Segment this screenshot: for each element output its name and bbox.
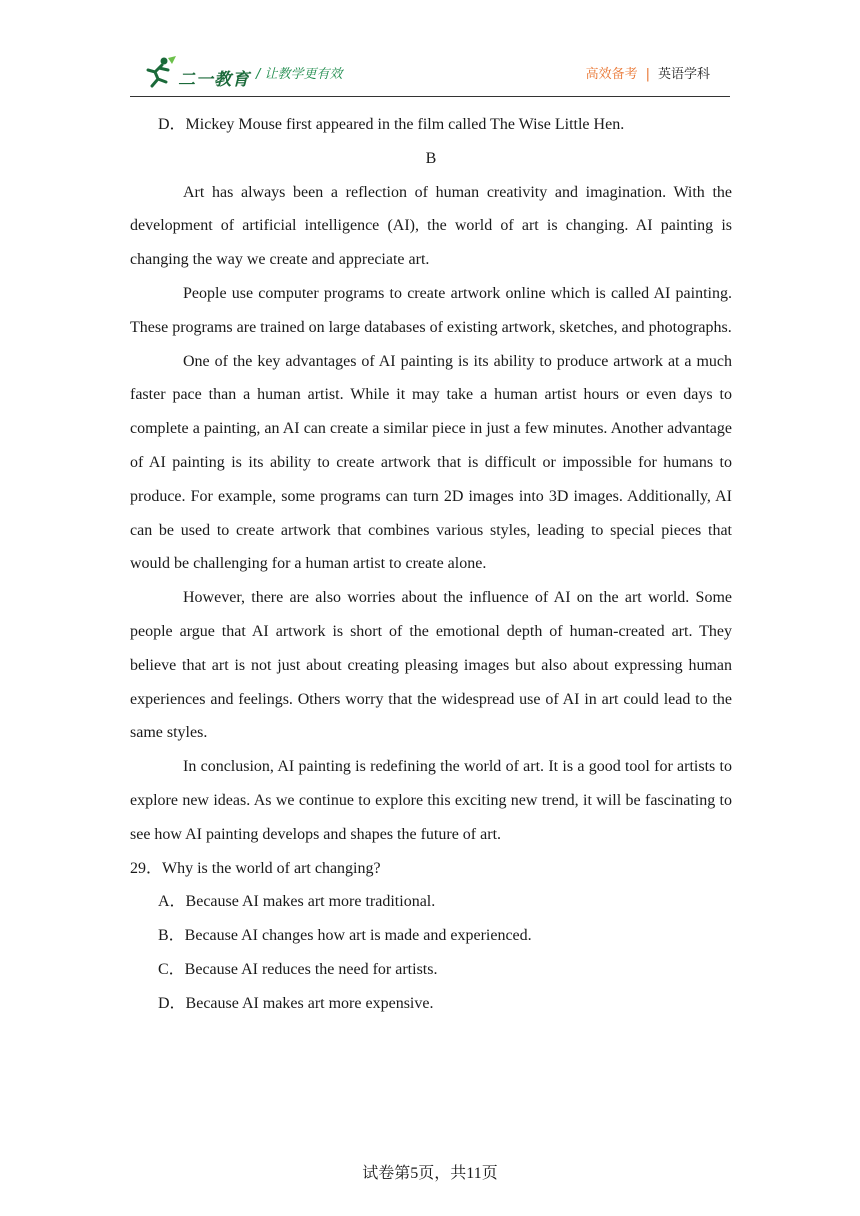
logo: [138, 56, 258, 88]
header-separator: |: [645, 67, 650, 82]
header-tag: 高效备考: [585, 67, 638, 82]
logo-text: 二一教育: [178, 70, 250, 90]
passage-paragraph: In conclusion, AI painting is redefining the world of art. It is a good tool for artists to explore new ideas. As we continue to explore this exciting new trend, it will be fascinating to see how AI painting develops and shapes the future of art.: [130, 758, 732, 843]
passage-paragraph: Art has always been a reflection of human creativity and imagination. With the development of artificial intelligence (AI), the world of art is changing. AI painting is changing the way we create and appreciate art.: [130, 183, 732, 269]
passage-paragraph: People use computer programs to create artwork online which is called AI painting. These programs are trained on large databases of existing artwork, sketches, and photographs.: [130, 284, 732, 336]
slogan: / 让教学更有效: [256, 67, 343, 82]
section-label: B: [425, 149, 437, 167]
passage-paragraph: One of the key advantages of AI painting is its ability to produce artwork at a much faster pace than a human artist. While it may take a human artist hours or even days to complete a painting, an AI can create a similar piece in just a few minutes. Another advantage of AI painting is its ability to create artwork that is difficult or impossible for humans to produce. For example, some programs can turn 2D images into 3D images. Additionally, AI can be used to create artwork that combines various styles, leading to special pieces that would be challenging for a human artist to create alone.: [130, 352, 732, 573]
runner-logo-icon: [138, 56, 178, 88]
question-stem: 29．Why is the world of art changing?: [130, 859, 381, 877]
answer-option: B．Because AI changes how art is made and experienced.: [158, 927, 532, 945]
page-footer: 试卷第5页，共11页: [362, 1165, 498, 1182]
page-content: [130, 108, 732, 1021]
previous-question-option: D．Mickey Mouse first appeared in the film called The Wise Little Hen.: [158, 116, 625, 133]
page-header: [130, 52, 730, 98]
header-subject: 英语学科: [657, 67, 710, 82]
answer-option: D．Because AI makes art more expensive.: [158, 994, 434, 1012]
passage-paragraph: However, there are also worries about the influence of AI on the art world. Some people argue that AI artwork is short of the emotional depth of human-created art. They believe that art is not just about creating pleasing images but also about expressing human experiences and feelings. Others worry that the widespread use of AI in art could lead to the same styles.: [130, 589, 732, 742]
answer-option: C．Because AI reduces the need for artists.: [158, 960, 438, 978]
header-divider: [130, 96, 730, 97]
answer-option: A．Because AI makes art more traditional.: [158, 893, 436, 911]
header-right: [586, 63, 710, 82]
